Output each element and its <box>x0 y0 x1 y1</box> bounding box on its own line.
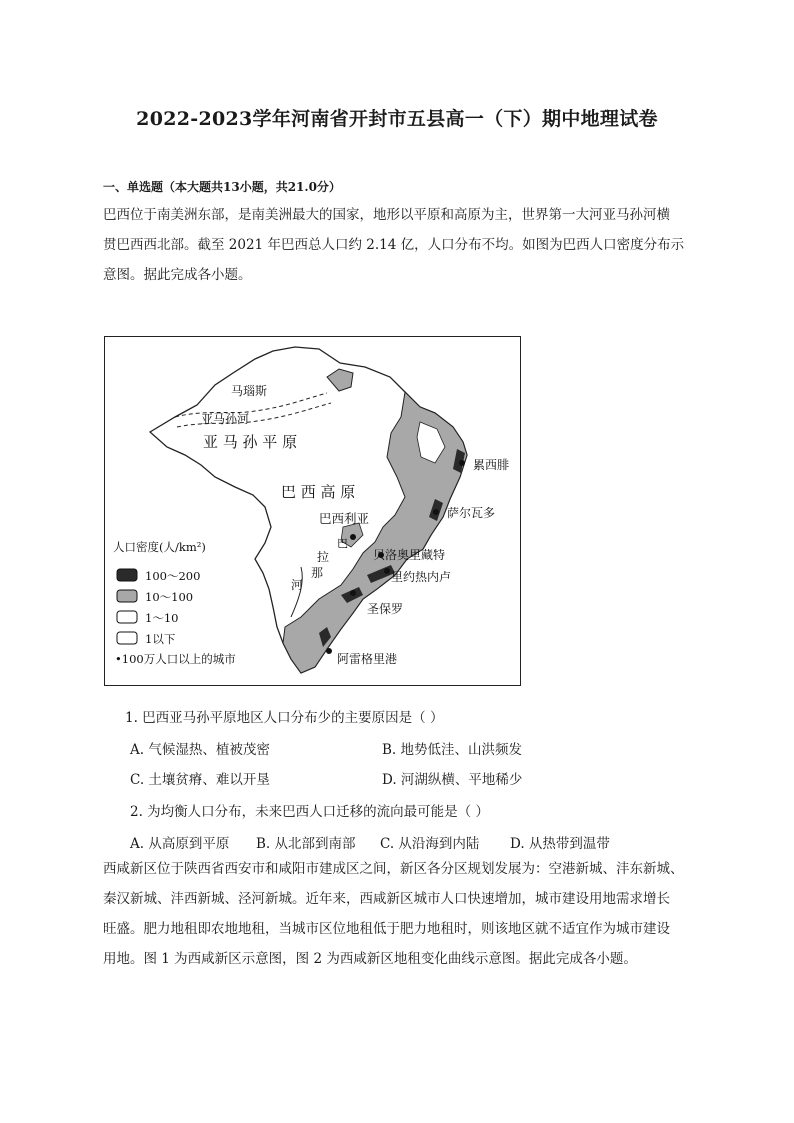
map-svg <box>105 337 519 684</box>
legend-city: •100万人口以上的城市 <box>115 652 236 666</box>
label-saopaulo: 圣保罗 <box>367 602 404 616</box>
label-brazil-plateau: 巴 西 高 原 <box>281 483 356 501</box>
legend-item-4: 1以下 <box>145 632 176 646</box>
q1-option-a[interactable]: A. 气候湿热、植被茂密 <box>130 742 270 758</box>
label-brasilia: 巴西利亚 <box>319 511 370 526</box>
q2-option-c[interactable]: C. 从沿海到内陆 <box>380 836 480 852</box>
q2-option-d[interactable]: D. 从热带到温带 <box>510 836 610 852</box>
intro2-line-4: 用地。图 1 为西咸新区示意图，图 2 为西咸新区地租变化曲线示意图。据此完成各小题。 <box>103 951 637 967</box>
legend-title: 人口密度(人/km²) <box>113 540 206 554</box>
intro-paragraph-1 <box>103 200 703 290</box>
city-dot-rio <box>384 568 390 574</box>
label-parana-2: 河 <box>291 578 304 592</box>
label-parana-3: 那 <box>311 566 324 580</box>
q2-option-b[interactable]: B. 从北部到南部 <box>256 836 356 852</box>
city-dot-recife <box>459 460 465 466</box>
legend-item-1: 100～200 <box>145 569 201 583</box>
label-portoalegre: 阿雷格里港 <box>337 652 398 666</box>
label-belo: 贝洛奥里藏特 <box>373 548 446 562</box>
question-1-stem: 1. 巴西亚马孙平原地区人口分布少的主要原因是（ ） <box>125 710 444 726</box>
city-dot-saopaulo <box>350 590 356 596</box>
intro2-line-3: 旺盛。肥力地租即农地地租，当城市区位地租低于肥力地租时，则该地区就不适宜作为城市建设 <box>103 921 670 937</box>
label-parana-1: 拉 <box>317 550 330 564</box>
intro1-line-2: 贯巴西西北部。截至 2021 年巴西总人口约 2.14 亿，人口分布不均。如图为巴西人口密度分布示 <box>103 237 685 253</box>
legend-swatch-light <box>117 611 137 623</box>
label-amazon-plain: 亚 马 孙 平 原 <box>203 433 298 451</box>
label-marajo: 马瑙斯 <box>231 384 268 398</box>
intro2-line-2: 秦汉新城、沣西新城、泾河新城。近年来，西咸新区城市人口快速增加，城市建设用地需求增长 <box>103 891 670 907</box>
city-dot-salvador <box>433 509 439 515</box>
legend-swatch-verylight <box>117 632 137 644</box>
label-ba: 巴 <box>337 537 348 550</box>
q1-option-b[interactable]: B. 地势低洼、山洪频发 <box>382 742 523 758</box>
label-rio: 里约热内卢 <box>391 570 452 584</box>
city-dot-portoalegre <box>326 648 332 654</box>
label-recife: 累西腓 <box>473 458 510 472</box>
q1-option-d[interactable]: D. 河湖纵横、平地稀少 <box>382 772 523 788</box>
question-2-stem: 2. 为均衡人口分布，未来巴西人口迁移的流向最可能是（ ） <box>130 804 489 820</box>
legend-swatch-medium <box>117 590 137 602</box>
section-heading: 一、单选题（本大题共13小题，共21.0分） <box>103 180 341 194</box>
label-amazon-river: 亚马孙河 <box>201 412 250 426</box>
legend-item-2: 10～100 <box>145 590 194 604</box>
intro2-line-1: 西咸新区位于陕西省西安市和咸阳市建成区之间，新区各分区规划发展为：空港新城、沣东新城、 <box>103 861 684 877</box>
map-legend <box>113 540 236 666</box>
legend-item-3: 1～10 <box>145 611 179 625</box>
q2-option-a[interactable]: A. 从高原到平原 <box>130 836 230 852</box>
label-salvador: 萨尔瓦多 <box>447 506 496 520</box>
city-dot-brasilia <box>350 534 356 540</box>
legend-swatch-dense <box>117 569 137 581</box>
intro-paragraph-2 <box>103 854 703 974</box>
page-title: 2022-2023学年河南省开封市五县高一（下）期中地理试卷 <box>136 108 658 130</box>
q1-option-c[interactable]: C. 土壤贫瘠、难以开垦 <box>130 772 270 788</box>
brazil-population-map <box>104 336 521 686</box>
intro1-line-1: 巴西位于南美洲东部，是南美洲最大的国家，地形以平原和高原为主，世界第一大河亚马孙河横 <box>103 207 670 223</box>
intro1-line-3: 意图。据此完成各小题。 <box>103 267 252 283</box>
